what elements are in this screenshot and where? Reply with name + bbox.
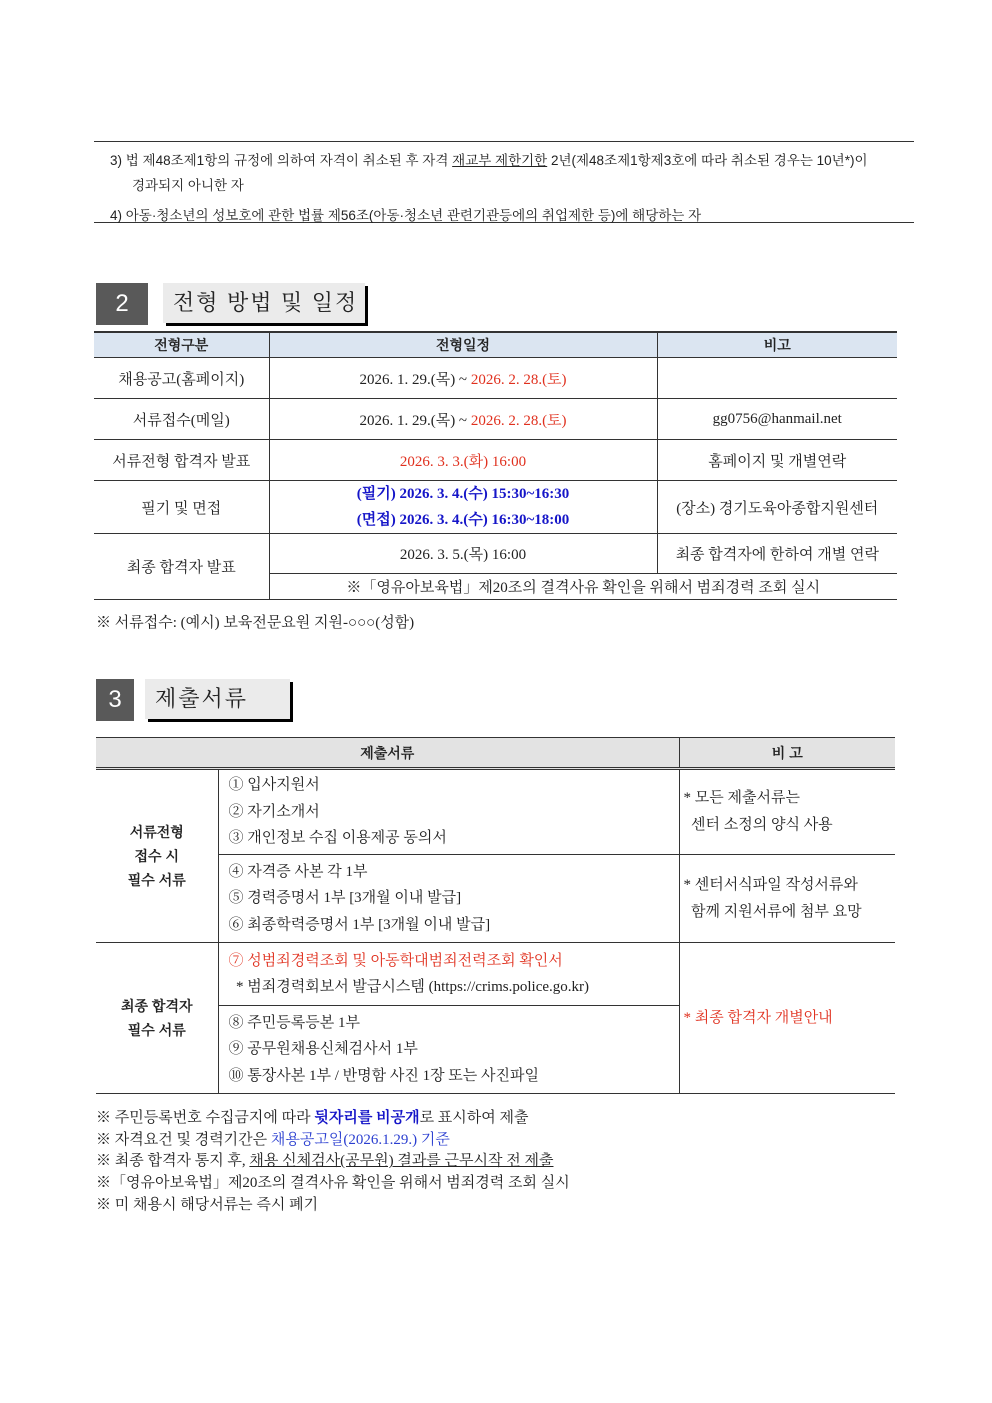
schedule-table bbox=[94, 331, 897, 600]
table-row: 서류전형 합격자 발표 2026. 3. 3.(화) 16:00 홈페이지 및 개별연락 bbox=[94, 440, 897, 481]
item-3-cont: 경과되지 아니한 자 bbox=[132, 178, 244, 193]
table-row: ※「영유아보육법」제20조의 결격사유 확인을 위해서 범죄경력 조회 실시 bbox=[94, 574, 897, 600]
section-2-title: 전형 방법 및 일정 bbox=[163, 283, 365, 323]
table-row: 채용공고(홈페이지) 2026. 1. 29.(목) ~ 2026. 2. 28.(토) bbox=[94, 358, 897, 399]
table-header: 제출서류 비 고 bbox=[96, 738, 895, 769]
table-row: ④ 자격증 사본 각 1부 ⑤ 경력증명서 1부 [3개월 이내 발급] ⑥ 최종학력증명서 1부 [3개월 이내 발급] * 센터서식파일 작성서류와 함께 지원서류에 첨부 요망 bbox=[96, 855, 895, 943]
section-2-number: 2 bbox=[96, 283, 148, 325]
table-row: 서류접수(메일) 2026. 1. 29.(목) ~ 2026. 2. 28.(토) gg0756@hanmail.net bbox=[94, 399, 897, 440]
disqualification-box bbox=[94, 141, 914, 223]
email-address: gg0756@hanmail.net bbox=[657, 399, 897, 440]
category-final-candidates: 최종 합격자 필수 서류 bbox=[96, 943, 218, 1094]
documents-table bbox=[96, 737, 895, 1094]
table-row: 서류전형 접수 시 필수 서류 ① 입사지원서 ② 자기소개서 ③ 개인정보 수집 이용제공 동의서 * 모든 제출서류는 센터 소정의 양식 사용 bbox=[96, 769, 895, 855]
table-header: 전형구분 전형일정 비고 bbox=[94, 332, 897, 358]
category-document-screening: 서류전형 접수 시 필수 서류 bbox=[96, 769, 218, 943]
section-3-title: 제출서류 bbox=[145, 679, 290, 719]
documents-notes: ※ 주민등록번호 수집금지에 따라 뒷자리를 비공개로 표시하여 제출 ※ 자격요건 및 경력기간은 채용공고일(2026.1.29.) 기준 ※ 최종 합격자 통지 후, 채용 신체검사(공무원) 결과를 근무시작 전 제출 ※「영유아보육법」제20조의 결격사유 확인을 위해서 범죄경력 조회 실시 ※ 미 채용시 해당서류는 즉시 폐기 bbox=[96, 1110, 570, 1213]
table-row: 필기 및 면접 (필기) 2026. 3. 4.(수) 15:30~16:30 (면접) 2026. 3. 4.(수) 16:30~18:00 (장소) 경기도육아종합지원센터 bbox=[94, 481, 897, 534]
schedule-footnote: ※ 서류접수: (예시) 보육전문요원 지원-○○○(성함) bbox=[96, 615, 415, 631]
table-row: ⑧ 주민등록등본 1부 ⑨ 공무원채용신체검사서 1부 ⑩ 통장사본 1부 / 반명함 사진 1장 또는 사진파일 bbox=[96, 1006, 895, 1094]
section-3-number: 3 bbox=[96, 679, 134, 721]
table-row: 최종 합격자 발표 2026. 3. 5.(목) 16:00 최종 합격자에 한하여 개별 연락 bbox=[94, 534, 897, 574]
item-4: 4) 아동·청소년의 성보호에 관한 법률 제56조(아동·청소년 관련기관등에의 취업제한 등)에 해당하는 자 bbox=[110, 208, 702, 223]
table-row: 최종 합격자 필수 서류 ⑦ 성범죄경력조회 및 아동학대범죄전력조회 확인서 * 범죄경력회보서 발급시스템 (https://crims.police.go.kr) * 최종 합격자 개별안내 bbox=[96, 943, 895, 1006]
item-3: 3) 법 제48조제1항의 규정에 의하여 자격이 취소된 후 자격 재교부 제한기한 2년(제48조제1항제3호에 따라 취소된 경우는 10년*)이 bbox=[110, 153, 868, 168]
